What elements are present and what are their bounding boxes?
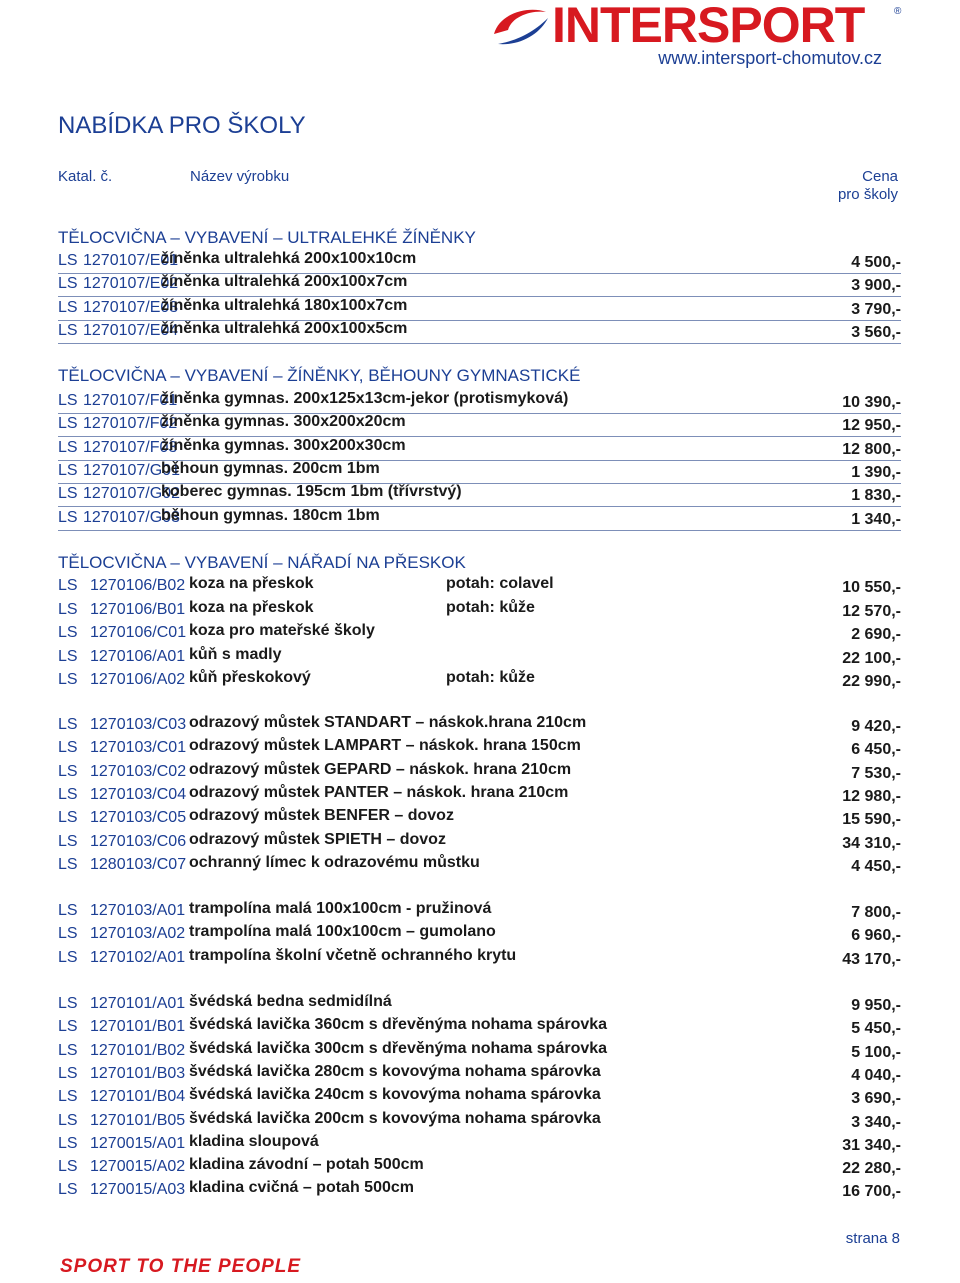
product-name: žíněnka gymnas. 200x125x13cm-jekor (protismyková) bbox=[161, 390, 569, 407]
row-prefix: LS bbox=[58, 948, 78, 966]
product-name: koza pro mateřské školy bbox=[189, 622, 375, 639]
product-price: 12 800,- bbox=[842, 440, 901, 458]
catalog-number: 1270107/F01 bbox=[83, 392, 178, 409]
catalog-row bbox=[58, 1016, 901, 1039]
product-price: 43 170,- bbox=[842, 950, 901, 968]
catalog-number: 1270107/E04 bbox=[83, 321, 179, 339]
catalog-number: 1270103/C03 bbox=[90, 716, 187, 733]
row-prefix: LS bbox=[58, 809, 78, 827]
product-name: trampolína malá 100x100cm – gumolano bbox=[189, 923, 496, 941]
product-price: 3 560,- bbox=[851, 323, 901, 341]
catalog-number: 1270015/A02 bbox=[90, 1158, 186, 1176]
row-prefix: LS bbox=[58, 925, 78, 943]
logo-wordmark: INTERSPORT bbox=[552, 0, 865, 53]
intersport-swoosh-icon bbox=[490, 4, 550, 48]
catalog-number: 1270103/C04 bbox=[90, 785, 187, 803]
catalog-row bbox=[58, 784, 901, 807]
row-prefix: LS bbox=[58, 1181, 78, 1199]
catalog-number: 1270106/B01 bbox=[90, 600, 186, 618]
column-header-price-line2: pro školy bbox=[837, 186, 898, 203]
catalog-row bbox=[58, 1110, 901, 1133]
product-name: koza na přeskok bbox=[189, 598, 314, 616]
catalog-number: 1270103/A01 bbox=[90, 902, 186, 919]
product-price: 1 390,- bbox=[851, 463, 901, 481]
product-name: žíněnka ultralehká 200x100x10cm bbox=[161, 250, 417, 267]
catalog-row bbox=[58, 437, 901, 461]
product-price: 22 280,- bbox=[842, 1160, 901, 1178]
row-prefix: LS bbox=[58, 1111, 78, 1129]
product-name: švédská bedna sedmidílná bbox=[189, 993, 392, 1010]
product-price: 5 450,- bbox=[851, 1020, 901, 1038]
product-price: 22 990,- bbox=[842, 673, 901, 690]
row-prefix: LS bbox=[58, 739, 78, 757]
catalog-number: 1270107/E02 bbox=[83, 275, 179, 293]
product-price: 2 690,- bbox=[851, 626, 901, 643]
page-number: strana 8 bbox=[845, 1230, 900, 1247]
row-prefix: LS bbox=[58, 252, 78, 269]
catalog-number: 1270107/G01 bbox=[83, 461, 180, 479]
product-name: švédská lavička 300cm s dřevěnýma nohama spárovka bbox=[189, 1039, 608, 1057]
row-prefix: LS bbox=[58, 275, 78, 293]
catalog-row bbox=[58, 273, 901, 297]
product-price: 3 690,- bbox=[851, 1090, 901, 1108]
product-price: 15 590,- bbox=[842, 811, 901, 829]
product-name: koberec gymnas. 195cm 1bm (třívrstvý) bbox=[161, 483, 462, 501]
catalog-row bbox=[58, 831, 901, 854]
row-prefix: LS bbox=[58, 1134, 78, 1152]
row-prefix: LS bbox=[58, 995, 78, 1012]
catalog-number: 1270107/F02 bbox=[83, 415, 178, 433]
product-price: 12 570,- bbox=[842, 602, 901, 620]
catalog-row bbox=[58, 714, 901, 737]
catalog-number: 1270103/A02 bbox=[90, 925, 186, 943]
row-prefix: LS bbox=[58, 1041, 78, 1059]
product-price: 6 960,- bbox=[851, 927, 901, 945]
product-cover: potah: kůže bbox=[446, 598, 535, 616]
catalog-number: 1270107/E01 bbox=[83, 252, 179, 269]
product-name: odrazový můstek GEPARD – náskok. hrana 210cm bbox=[189, 760, 572, 778]
catalog-row bbox=[58, 575, 901, 598]
catalog-number: 1270101/B05 bbox=[90, 1111, 186, 1129]
product-price: 16 700,- bbox=[842, 1183, 901, 1201]
product-price: 3 900,- bbox=[851, 277, 901, 295]
catalog-number: 1270106/C01 bbox=[90, 624, 187, 641]
row-prefix: LS bbox=[58, 624, 78, 641]
row-prefix: LS bbox=[58, 485, 78, 503]
row-prefix: LS bbox=[58, 461, 78, 479]
catalog-row bbox=[58, 923, 901, 946]
product-name: švédská lavička 200cm s kovovýma nohama spárovka bbox=[189, 1109, 601, 1127]
catalog-row bbox=[58, 622, 901, 645]
product-price: 1 830,- bbox=[851, 487, 901, 505]
section-heading: TĚLOCVIČNA – VYBAVENÍ – ULTRALEHKÉ ŽÍNĚNKY bbox=[58, 228, 476, 247]
catalog-row bbox=[58, 947, 901, 970]
row-prefix: LS bbox=[58, 1088, 78, 1106]
row-prefix: LS bbox=[58, 600, 78, 618]
catalog-row bbox=[58, 250, 901, 274]
product-name: žíněnka ultralehká 200x100x5cm bbox=[161, 319, 408, 337]
catalog-row bbox=[58, 390, 901, 414]
product-name: kůň s madly bbox=[189, 645, 282, 663]
row-prefix: LS bbox=[58, 1158, 78, 1176]
product-name: odrazový můstek LAMPART – náskok. hrana 150cm bbox=[189, 737, 581, 755]
catalog-number: 1270101/B02 bbox=[90, 1041, 186, 1059]
product-name: koza na přeskok bbox=[189, 575, 314, 592]
product-name: odrazový můstek SPIETH – dovoz bbox=[189, 830, 446, 848]
row-prefix: LS bbox=[58, 321, 78, 339]
catalog-row bbox=[58, 1156, 901, 1179]
section-heading: TĚLOCVIČNA – VYBAVENÍ – ŽÍNĚNKY, BĚHOUNY GYMNASTICKÉ bbox=[58, 366, 581, 385]
product-price: 22 100,- bbox=[842, 649, 901, 667]
catalog-row bbox=[58, 413, 901, 437]
catalog-number: 1270015/A03 bbox=[90, 1181, 186, 1199]
catalog-number: 1270103/C01 bbox=[90, 739, 187, 757]
registered-mark: ® bbox=[894, 6, 902, 17]
catalog-number: 1270101/B01 bbox=[90, 1018, 186, 1036]
catalog-row bbox=[58, 807, 901, 830]
row-prefix: LS bbox=[58, 508, 78, 526]
catalog-number: 1270106/A02 bbox=[90, 671, 186, 688]
product-price: 10 390,- bbox=[842, 394, 901, 411]
product-cover: potah: colavel bbox=[446, 575, 554, 592]
product-name: trampolína malá 100x100cm - pružinová bbox=[189, 900, 492, 917]
product-price: 3 340,- bbox=[851, 1113, 901, 1131]
catalog-number: 1270107/E03 bbox=[83, 298, 179, 316]
product-name: odrazový můstek BENFER – dovoz bbox=[189, 807, 454, 825]
catalog-number: 1270015/A01 bbox=[90, 1134, 186, 1152]
product-name: žíněnka ultralehká 200x100x7cm bbox=[161, 273, 408, 291]
row-prefix: LS bbox=[58, 1018, 78, 1036]
catalog-row bbox=[58, 460, 901, 484]
column-header-price bbox=[838, 168, 898, 204]
product-price: 9 420,- bbox=[851, 718, 901, 735]
product-name: ochranný límec k odrazovému můstku bbox=[189, 853, 480, 871]
product-name: kůň přeskokový bbox=[189, 669, 311, 686]
catalog-row bbox=[58, 1040, 901, 1063]
catalog-row bbox=[58, 483, 901, 507]
row-prefix: LS bbox=[58, 855, 78, 873]
product-name: švédská lavička 360cm s dřevěnýma nohama spárovka bbox=[189, 1016, 608, 1034]
row-prefix: LS bbox=[58, 438, 78, 456]
catalog-row bbox=[58, 1133, 901, 1156]
product-name: kladina sloupová bbox=[189, 1132, 319, 1150]
product-name: běhoun gymnas. 200cm 1bm bbox=[161, 459, 380, 477]
row-prefix: LS bbox=[58, 298, 78, 316]
product-price: 34 310,- bbox=[842, 834, 901, 852]
row-prefix: LS bbox=[58, 392, 78, 409]
row-prefix: LS bbox=[58, 762, 78, 780]
catalog-row bbox=[58, 1086, 901, 1109]
catalog-row bbox=[58, 993, 901, 1016]
catalog-number: 1270101/B04 bbox=[90, 1088, 186, 1106]
column-header-price-line1: Cena bbox=[862, 168, 898, 185]
catalog-number: 1280103/C07 bbox=[90, 855, 187, 873]
catalog-number: 1270107/G02 bbox=[83, 485, 180, 503]
catalog-number: 1270103/C06 bbox=[90, 832, 187, 850]
product-price: 10 550,- bbox=[842, 579, 901, 596]
intersport-logo bbox=[490, 0, 910, 53]
product-name: kladina cvičná – potah 500cm bbox=[189, 1179, 414, 1197]
catalog-number: 1270107/G03 bbox=[83, 508, 180, 526]
section-heading: TĚLOCVIČNA – VYBAVENÍ – NÁŘADÍ NA PŘESKOK bbox=[58, 553, 466, 572]
column-header-catalog: Katal. č. bbox=[58, 168, 113, 185]
catalog-number: 1270101/A01 bbox=[90, 995, 186, 1012]
product-price: 12 950,- bbox=[842, 417, 901, 435]
catalog-row bbox=[58, 599, 901, 622]
row-prefix: LS bbox=[58, 671, 78, 688]
footer-slogan: SPORT TO THE PEOPLE bbox=[60, 1256, 302, 1277]
product-price: 9 950,- bbox=[851, 997, 901, 1014]
product-price: 4 450,- bbox=[851, 857, 901, 875]
product-price: 4 040,- bbox=[851, 1066, 901, 1084]
product-price: 4 500,- bbox=[851, 254, 901, 271]
row-prefix: LS bbox=[58, 415, 78, 433]
catalog-number: 1270106/A01 bbox=[90, 647, 186, 665]
catalog-row bbox=[58, 1179, 901, 1202]
product-name: kladina závodní – potah 500cm bbox=[189, 1156, 424, 1174]
product-name: trampolína školní včetně ochranného krytu bbox=[189, 946, 517, 964]
website-url[interactable]: www.intersport-chomutov.cz bbox=[658, 48, 882, 68]
catalog-number: 1270103/C05 bbox=[90, 809, 187, 827]
catalog-number: 1270106/B02 bbox=[90, 577, 186, 594]
product-name: žíněnka gymnas. 300x200x30cm bbox=[161, 436, 406, 454]
row-prefix: LS bbox=[58, 832, 78, 850]
row-prefix: LS bbox=[58, 577, 78, 594]
product-price: 12 980,- bbox=[842, 787, 901, 805]
catalog-row bbox=[58, 297, 901, 321]
product-cover: potah: kůže bbox=[446, 669, 535, 686]
catalog-number: 1270102/A01 bbox=[90, 948, 186, 966]
product-price: 1 340,- bbox=[851, 510, 901, 528]
product-name: odrazový můstek PANTER – náskok. hrana 210cm bbox=[189, 783, 569, 801]
product-price: 31 340,- bbox=[842, 1136, 901, 1154]
catalog-row bbox=[58, 507, 901, 531]
catalog-row bbox=[58, 737, 901, 760]
product-price: 7 800,- bbox=[851, 904, 901, 921]
product-name: běhoun gymnas. 180cm 1bm bbox=[161, 506, 380, 524]
product-name: švédská lavička 280cm s kovovýma nohama spárovka bbox=[189, 1062, 601, 1080]
product-price: 5 100,- bbox=[851, 1043, 901, 1061]
product-name: žíněnka ultralehká 180x100x7cm bbox=[161, 296, 408, 314]
product-price: 6 450,- bbox=[851, 741, 901, 759]
product-name: odrazový můstek STANDART – náskok.hrana 210cm bbox=[189, 714, 587, 731]
product-price: 7 530,- bbox=[851, 764, 901, 782]
product-name: švédská lavička 240cm s kovovýma nohama spárovka bbox=[189, 1086, 601, 1104]
catalog-row bbox=[58, 900, 901, 923]
row-prefix: LS bbox=[58, 647, 78, 665]
row-prefix: LS bbox=[58, 785, 78, 803]
row-prefix: LS bbox=[58, 902, 78, 919]
row-prefix: LS bbox=[58, 1064, 78, 1082]
product-price: 3 790,- bbox=[851, 300, 901, 318]
catalog-row bbox=[58, 320, 901, 344]
catalog-number: 1270107/F03 bbox=[83, 438, 178, 456]
catalog-row bbox=[58, 854, 901, 877]
column-header-name: Název výrobku bbox=[190, 168, 290, 185]
row-prefix: LS bbox=[58, 716, 78, 733]
catalog-row bbox=[58, 669, 901, 692]
catalog-row bbox=[58, 1063, 901, 1086]
catalog-number: 1270101/B03 bbox=[90, 1064, 186, 1082]
catalog-number: 1270103/C02 bbox=[90, 762, 187, 780]
catalog-row bbox=[58, 761, 901, 784]
page-title: NABÍDKA PRO ŠKOLY bbox=[58, 112, 306, 139]
product-name: žíněnka gymnas. 300x200x20cm bbox=[161, 413, 406, 431]
catalog-row bbox=[58, 646, 901, 669]
